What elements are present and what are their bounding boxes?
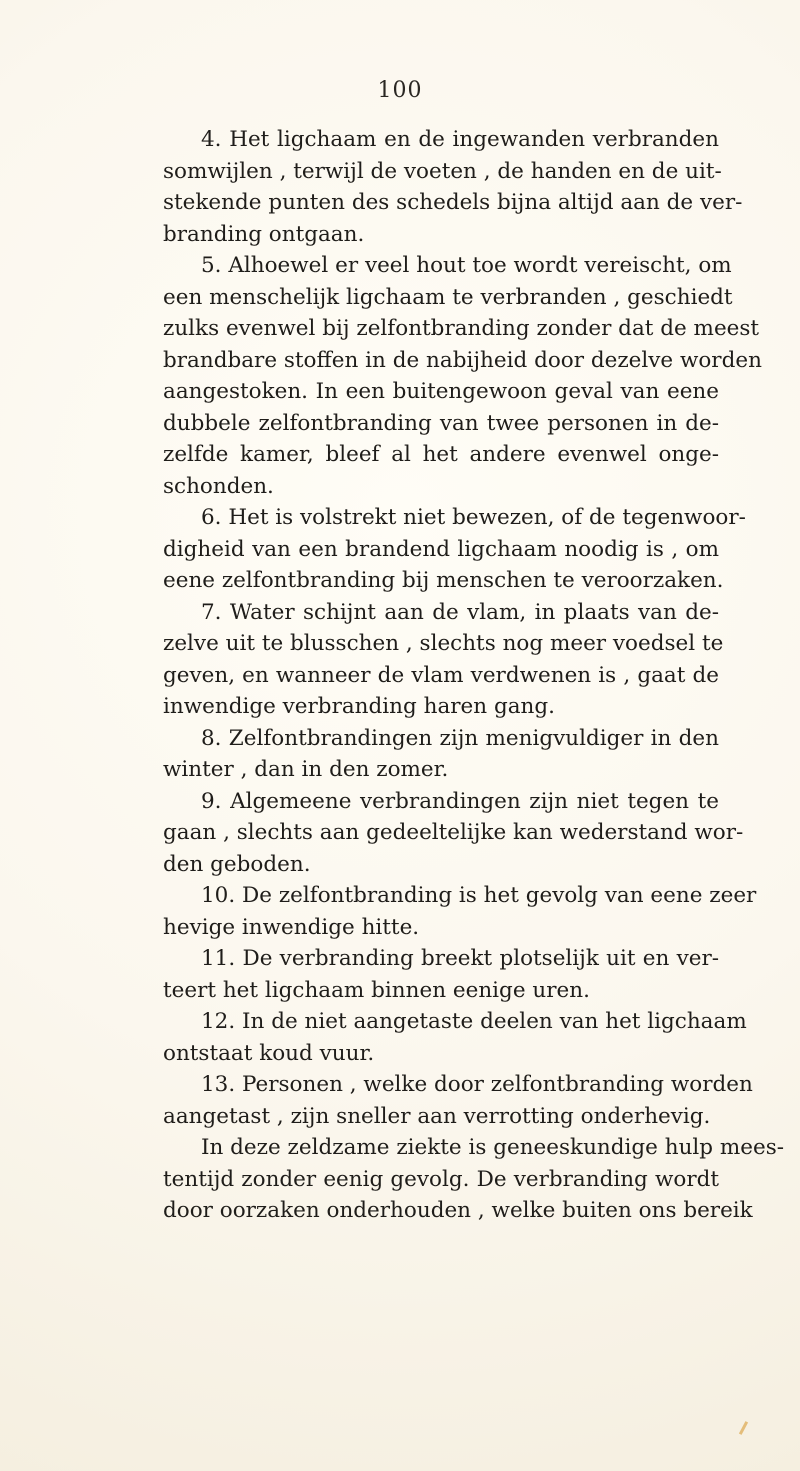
text-line-30: ontstaat koud vuur. xyxy=(163,1040,375,1066)
text-line-11: zelfde kamer, bleef al het andere evenwel onge- xyxy=(163,442,719,467)
text-line-10: dubbele zelfontbranding van twee personen in de- xyxy=(163,410,719,436)
text-line-2: somwijlen , terwijl de voeten , de handen en de uit- xyxy=(163,158,722,184)
text-line-21: winter , dan in den zomer. xyxy=(163,757,449,782)
text-line-28: teert het ligchaam binnen eenige uren. xyxy=(163,977,590,1003)
text-line-16: 7. Water schijnt aan de vlam, in plaats van de- xyxy=(201,599,719,625)
text-line-8: brandbare stoffen in de nabijheid door dezelve worden xyxy=(163,347,762,373)
text-line-18: geven, en wanneer de vlam verdwenen is , gaat de xyxy=(163,662,719,688)
paper-speck xyxy=(739,1421,748,1435)
text-line-20: 8. Zelfontbrandingen zijn menigvuldiger in den xyxy=(201,725,719,751)
text-line-35: door oorzaken onderhouden , welke buiten ons bereik xyxy=(163,1198,753,1223)
text-line-3: stekende punten des schedels bijna altijd aan de ver- xyxy=(163,190,743,215)
text-line-19: inwendige verbranding haren gang. xyxy=(163,694,555,719)
text-line-23: gaan , slechts aan gedeeltelijke kan wederstand wor- xyxy=(163,820,744,845)
text-line-9: aangestoken. In een buitengewoon geval van eene xyxy=(163,379,719,404)
text-line-22: 9. Algemeene verbrandingen zijn niet tegen te xyxy=(201,788,719,814)
text-line-15: eene zelfontbranding bij menschen te veroorzaken. xyxy=(163,568,724,593)
text-line-4: branding ontgaan. xyxy=(163,221,365,247)
text-line-34: tentijd zonder eenig gevolg. De verbranding wordt xyxy=(163,1166,719,1192)
text-line-7: zulks evenwel bij zelfontbranding zonder dat de meest xyxy=(163,316,760,341)
text-line-17: zelve uit te blusschen , slechts nog meer voedsel te xyxy=(163,631,724,656)
text-line-6: een menschelijk ligchaam te verbranden , geschiedt xyxy=(163,284,733,310)
text-line-25: 10. De zelfontbranding is het gevolg van eene zeer xyxy=(201,883,757,908)
body-text xyxy=(163,124,785,1227)
text-line-12: schonden. xyxy=(163,473,274,499)
text-line-14: digheid van een brandend ligchaam noodig is , om xyxy=(163,536,719,562)
text-line-27: 11. De verbranding breekt plotselijk uit en ver- xyxy=(201,946,719,971)
text-line-31: 13. Personen , welke door zelfontbranding worden xyxy=(201,1072,753,1097)
text-line-1: 4. Het ligchaam en de ingewanden verbranden xyxy=(201,127,719,152)
text-line-13: 6. Het is volstrekt niet bewezen, of de tegenwoor- xyxy=(201,505,746,530)
text-line-33: In deze zeldzame ziekte is geneeskundige hulp mees- xyxy=(201,1135,785,1160)
text-line-26: hevige inwendige hitte. xyxy=(163,914,420,940)
page-number: 100 xyxy=(377,78,423,103)
text-line-29: 12. In de niet aangetaste deelen van het ligchaam xyxy=(201,1009,747,1034)
text-line-24: den geboden. xyxy=(163,851,311,877)
text-line-5: 5. Alhoewel er veel hout toe wordt vereischt, om xyxy=(201,253,732,278)
text-line-32: aangetast , zijn sneller aan verrotting onderhevig. xyxy=(163,1103,711,1129)
